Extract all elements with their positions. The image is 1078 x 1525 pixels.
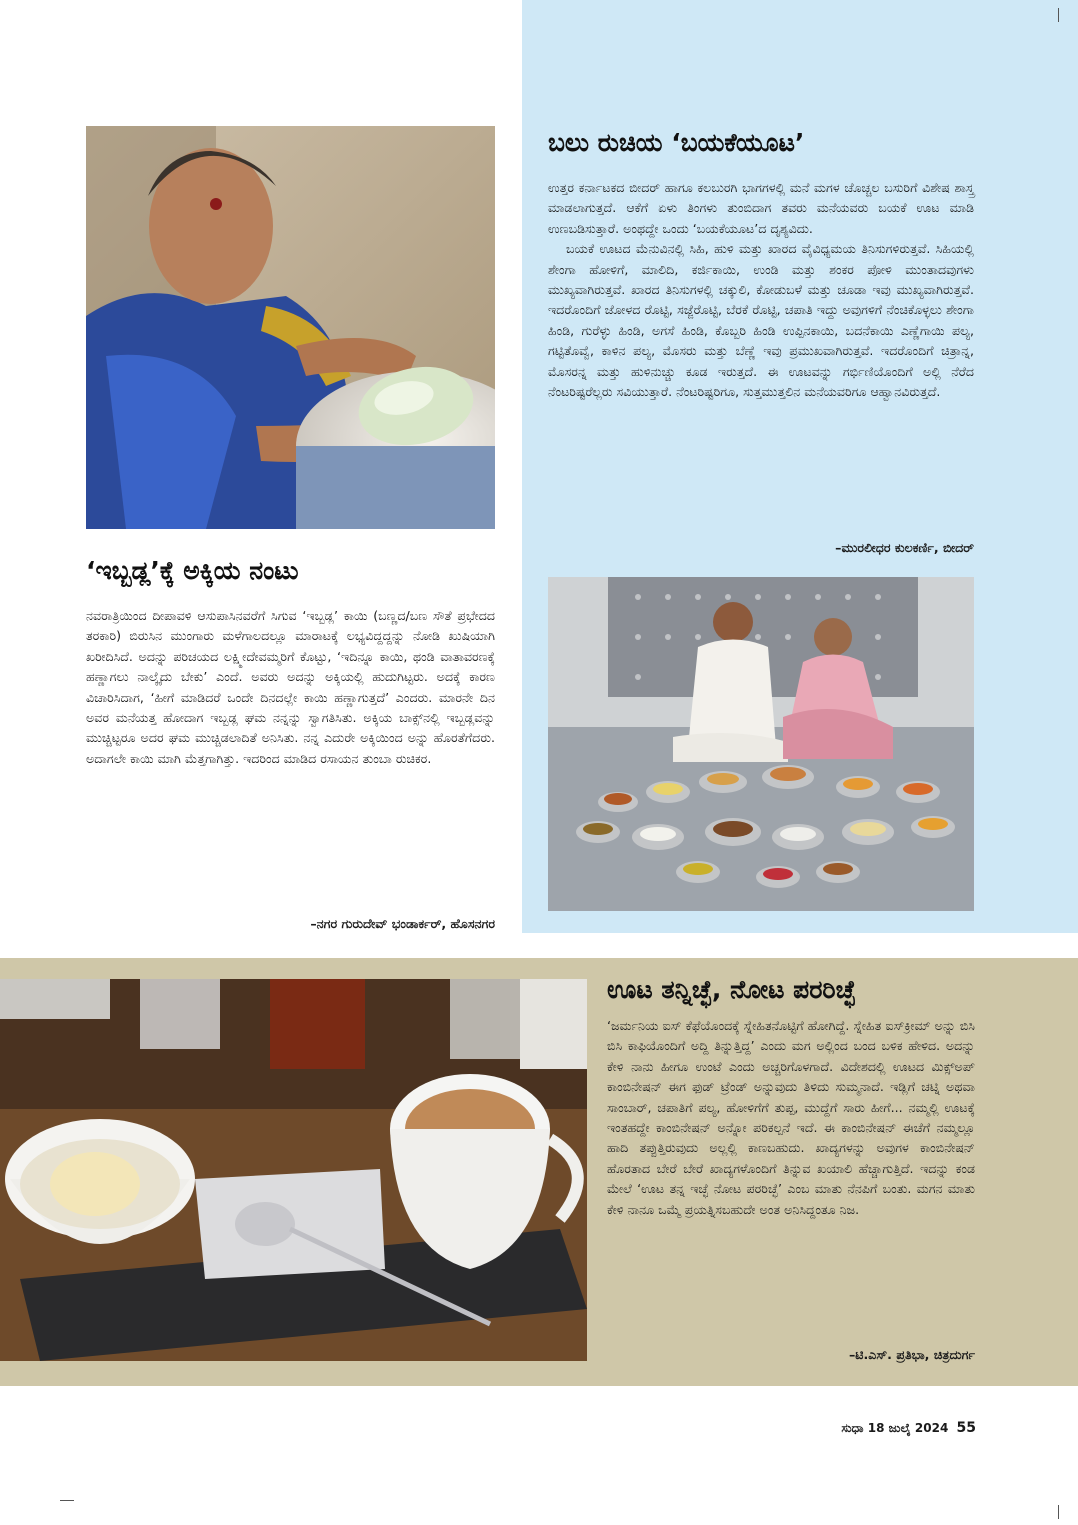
page-footer	[800, 1420, 976, 1436]
bayake-byline: –ಮುರಲೀಧರ ಕುಲಕರ್ಣಿ, ಬೀದರ್	[835, 540, 974, 555]
ibbadla-body	[86, 606, 495, 769]
ibbadla-heading: ‘ಇಬ್ಬಡ್ಲ’ಕ್ಕೆ ಅಕ್ಕಿಯ ನಂಟು	[86, 556, 299, 585]
bayake-body	[548, 178, 974, 402]
oota-body	[607, 1016, 975, 1220]
oota-paragraph: ‘ಜರ್ಮನಿಯ ಐಸ್ ಕೆಫೆಯೊಂದಕ್ಕೆ ಸ್ನೇಹಿತನೊಟ್ಟಿಗೆ ಹೋಗಿದ್ದೆ. ಸ್ನೇಹಿತ ಐಸ್‌ಕ್ರೀಮ್ ಅನ್ನು ಬಿಸಿ ಬಿಸಿ ಕಾಫಿಯೊಂದಿಗೆ ಅದ್ದಿ ತಿನ್ನುತ್ತಿದ್ದ’ ಎಂದು ಮಗ ಅಲ್ಲಿಂದ ಬಂದ ಬಳಿಕ ಹೇಳಿದ. ಅದನ್ನು ಕೇಳಿ ನಾನು ಹೀಗೂ ಉಂಟೆ ಎಂದು ಅಚ್ಚರಿಗೊಳಗಾದೆ. ವಿದೇಶದಲ್ಲಿ ಊಟದ ಮಿಕ್ಸ್‌ಅಪ್ ಕಾಂಬಿನೇಷನ್ ಈಗ ಫುಡ್ ಟ್ರೆಂಡ್ ಅನ್ನುವುದು ತಿಳಿದು ಸುಮ್ಮನಾದೆ. ಇಡ್ಲಿಗೆ ಚಟ್ನಿ ಅಥವಾ ಸಾಂಬಾರ್, ಚಪಾತಿಗೆ ಪಲ್ಯ, ಹೋಳಿಗೆಗೆ ತುಪ್ಪ, ಮುದ್ದೆಗೆ ಸಾರು ಹೀಗೆ... ನಮ್ಮಲ್ಲಿ ಊಟಕ್ಕೆ ಇಂತಹದ್ದೇ ಕಾಂಬಿನೇಷನ್ ಅನ್ನೋ ಪರಿಕಲ್ಪನೆ ಇದೆ. ಈ ಕಾಂಬಿನೇಷನ್ ಈಚೆಗೆ ನಮ್ಮಲ್ಲೂ ಹಾದಿ ತಪ್ಪುತ್ತಿರುವುದು ಅಲ್ಲಲ್ಲಿ ಕಾಣಬಹುದು. ಖಾದ್ಯಗಳನ್ನು ಅವುಗಳ ಕಾಂಬಿನೇಷನ್ ಹೊರತಾದ ಬೇರೆ ಬೇರೆ ಖಾದ್ಯಗಳೊಂದಿಗೆ ತಿನ್ನುವ ಖಯಾಲಿ ಹೆಚ್ಚಾಗುತ್ತಿದೆ. ಇದನ್ನು ಕಂಡ ಮೇಲೆ ‘ಊಟ ತನ್ನ ಇಚ್ಛೆ ನೋಟ ಪರರಿಚ್ಛೆ’ ಎಂಬ ಮಾತು ನೆನಪಿಗೆ ಬಂತು. ಮಗನ ಮಾತು ಕೇಳಿ ನಾನೂ ಒಮ್ಮೆ ಪ್ರಯತ್ನಿಸಬಹುದೇ ಅಂತ ಅನಿಸಿದ್ದಂತೂ ನಿಜ.	[607, 1018, 975, 1217]
couple-bayake-feast-photo	[548, 577, 974, 911]
magazine-name: ಸುಧಾ	[841, 1421, 864, 1435]
ibbadla-paragraph: ನವರಾತ್ರಿಯಿಂದ ದೀಪಾವಳಿ ಆಸುಪಾಸಿನವರೆಗೆ ಸಿಗುವ ‘ಇಬ್ಬಡ್ಲ’ ಕಾಯಿ (ಬಣ್ಣದ/ಬಣ ಸೌತೆ ಪ್ರಭೇದದ ತರಕಾರಿ) ಬಿರುಸಿನ ಮುಂಗಾರು ಮಳೆಗಾಲದಲ್ಲೂ ಮಾರಾಟಕ್ಕೆ ಲಭ್ಯವಿದ್ದದ್ದನ್ನು ನೋಡಿ ಖುಷಿಯಾಗಿ ಖರೀದಿಸಿದೆ. ಅದನ್ನು ಪರಿಚಯದ ಲಕ್ಷ್ಮೀದೇವಮ್ಮರಿಗೆ ಕೊಟ್ಟು, ‘ಇದಿನ್ನೂ ಕಾಯಿ, ಥಂಡಿ ವಾತಾವರಣಕ್ಕೆ ಹಣ್ಣಾಗಲು ನಾಲ್ಕೈದು ಬೇಕು’ ಎಂದೆ. ಅವರು ಅದನ್ನು ಅಕ್ಕಿಯಲ್ಲಿ ಹುದುಗಿಟ್ಟರು. ಅದಕ್ಕೆ ಕಾರಣ ವಿಚಾರಿಸಿದಾಗ, ‘ಹೀಗೆ ಮಾಡಿದರೆ ಒಂದೇ ದಿನದಲ್ಲೇ ಕಾಯಿ ಹಣ್ಣಾಗುತ್ತದೆ’ ಎಂದರು. ಮಾರನೇ ದಿನ ಅವರ ಮನೆಯತ್ತ ಹೋದಾಗ ಇಬ್ಬಡ್ಲ ಘಮ ನನ್ನನ್ನು ಸ್ವಾಗತಿಸಿತು. ಅಕ್ಕಿಯ ಬಾಕ್ಸ್‌ನಲ್ಲಿ ಇಬ್ಬಡ್ಲವನ್ನು ಮುಚ್ಚಿಟ್ಟರೂ ಅದರ ಘಮ ಮುಚ್ಚಿಡಲಾದಿತೆ ಅನಿಸಿತು. ನನ್ನ ಎದುರೇ ಅಕ್ಕಿಯಿಂದ ಅನ್ನು ಹೊರತೆಗೆದರು. ಅದಾಗಲೇ ಕಾಯಿ ಮಾಗಿ ಮೆತ್ತಗಾಗಿತ್ತು. ಇದರಿಂದ ಮಾಡಿದ ರಸಾಯನ ತುಂಬಾ ರುಚಿಕರ.	[86, 608, 495, 766]
bayake-paragraph-1: ಉತ್ತರ ಕರ್ನಾಟಕದ ಬೀದರ್ ಹಾಗೂ ಕಲಬುರಗಿ ಭಾಗಗಳಲ್ಲಿ ಮನೆ ಮಗಳ ಚೊಚ್ಚಲ ಬಸುರಿಗೆ ವಿಶೇಷ ಶಾಸ್ತ್ರ ಮಾಡಲಾಗುತ್ತದೆ. ಆಕೆಗೆ ಏಳು ತಿಂಗಳು ತುಂಬಿದಾಗ ತವರು ಮನೆಯವರು ಬಯಕೆ ಊಟ ಮಾಡಿ ಉಣಬಡಿಸುತ್ತಾರೆ. ಅಂಥದ್ದೇ ಒಂದು ‘ಬಯಕೆಯೂಟ’ದ ದೃಶ್ಯವಿದು.	[548, 180, 974, 236]
crop-mark-bottom-left	[60, 1500, 74, 1502]
bayake-paragraph-2: ಬಯಕೆ ಊಟದ ಮೆನುವಿನಲ್ಲಿ ಸಿಹಿ, ಹುಳಿ ಮತ್ತು ಖಾರದ ವೈವಿಧ್ಯಮಯ ತಿನಿಸುಗಳಿರುತ್ತವೆ. ಸಿಹಿಯಲ್ಲಿ ಶೇಂಗಾ ಹೋಳಿಗೆ, ಮಾಲಿದಿ, ಕರ್ಜಿಕಾಯಿ, ಉಂಡಿ ಮತ್ತು ಶಂಕರ ಪೋಳಿ ಮುಂತಾದವುಗಳು ಮುಖ್ಯವಾಗಿರುತ್ತವೆ. ಖಾರದ ತಿನಿಸುಗಳಲ್ಲಿ ಚಕ್ಕುಲಿ, ಕೋಡುಬಳೆ ಮತ್ತು ಚೂಡಾ ಇವು ಮುಖ್ಯವಾಗಿರುತ್ತವೆ. ಇದರೊಂದಿಗೆ ಜೋಳದ ರೊಟ್ಟಿ, ಸಜ್ಜೆರೊಟ್ಟಿ, ಬೆರಕೆ ರೊಟ್ಟಿ, ಚಪಾತಿ ಇದ್ದು ಅವುಗಳಿಗೆ ನೆಂಚಿಕೊಳ್ಳಲು ಶೇಂಗಾ ಹಿಂಡಿ, ಗುರೆಳ್ಳು ಹಿಂಡಿ, ಅಗಸೆ ಹಿಂಡಿ, ಕೊಬ್ಬರಿ ಹಿಂಡಿ ಉಪ್ಪಿನಕಾಯಿ, ಬದನೆಕಾಯಿ ಎಣ್ಣೆಗಾಯಿ ಪಲ್ಯ, ಗಟ್ಟಿತೊವ್ವೆ, ಕಾಳಿನ ಪಲ್ಯ, ಮೊಸರು ಮತ್ತು ಬೆಣ್ಣೆ ಇವು ಪ್ರಮುಖವಾಗಿರುತ್ತವೆ. ಇದರೊಂದಿಗೆ ಚಿತ್ರಾನ್ನ, ಮೊಸರನ್ನ ಮತ್ತು ಹುಳಿನುಚ್ಚು ಕೂಡ ಇರುತ್ತದೆ. ಈ ಊಟವನ್ನು ಗರ್ಭಿಣಿಯೊಂದಿಗೆ ಅಲ್ಲಿ ನೆರೆದ ನೆಂಟರಿಷ್ಟರೆಲ್ಲರು ಸವಿಯುತ್ತಾರೆ. ನೆಂಟರಿಷ್ಟರಿಗೂ, ಸುತ್ತಮುತ್ತಲಿನ ಮನೆಯವರಿಗೂ ಆಹ್ವಾನವಿರುತ್ತದೆ.	[548, 241, 974, 400]
woman-with-ibbadla-photo	[86, 126, 495, 529]
crop-mark-top-right	[1058, 8, 1060, 22]
oota-byline: –ಟಿ.ಎಸ್. ಪ್ರತಿಭಾ, ಚಿತ್ರದುರ್ಗ	[849, 1347, 975, 1362]
page-number: 55	[956, 1420, 976, 1436]
bayake-heading: ಬಲು ರುಚಿಯ ‘ಬಯಕೆಯೂಟ’	[548, 128, 805, 157]
crop-mark-bottom-right	[1058, 1505, 1060, 1519]
ibbadla-byline: –ನಗರ ಗುರುದೇವ್ ಭಂಡಾರ್ಕರ್, ಹೊಸನಗರ	[310, 916, 495, 931]
icecream-coffee-photo	[0, 979, 587, 1361]
oota-heading: ಊಟ ತನ್ನಿಚ್ಛೆ, ನೋಟ ಪರರಿಚ್ಛೆ	[607, 975, 856, 1004]
issue-date: 18 ಜುಲೈ 2024	[867, 1421, 949, 1435]
